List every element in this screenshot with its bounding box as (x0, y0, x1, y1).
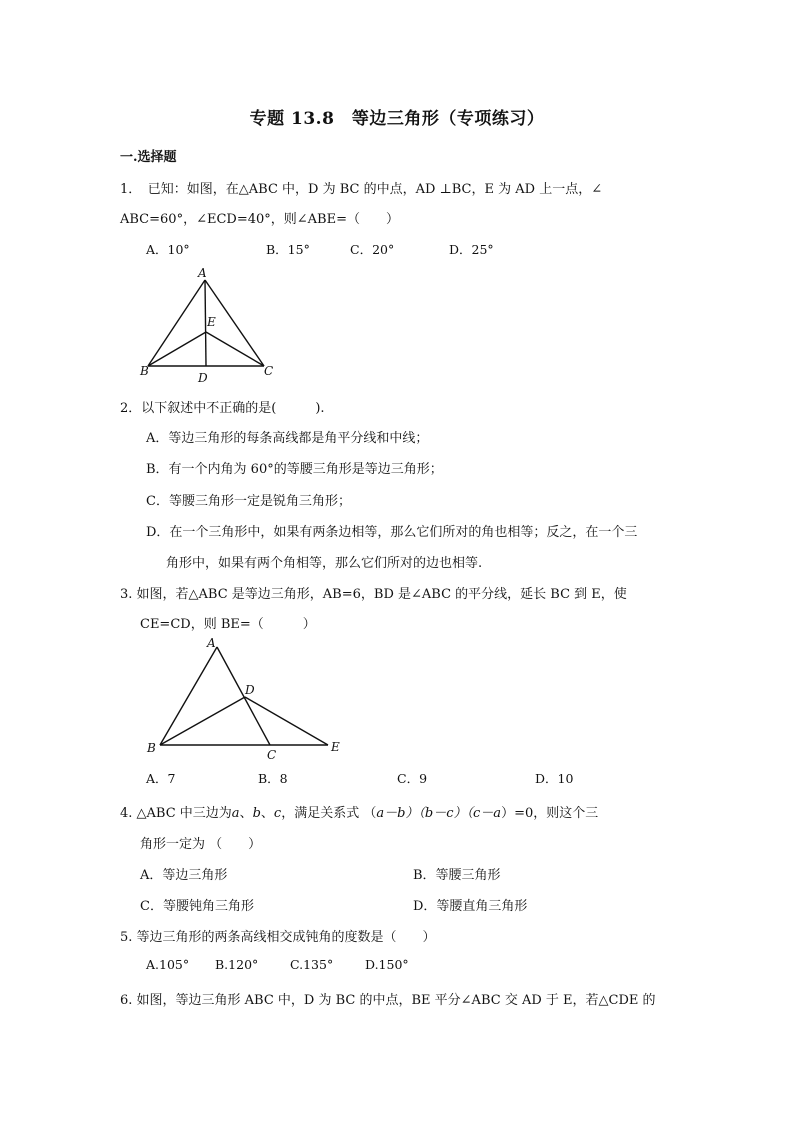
q4-option-b: B．等腰三角形 (413, 868, 501, 883)
q1-label-b: B (140, 364, 149, 378)
q4-option-c: C．等腰钝角三角形 (140, 899, 254, 914)
q4-stem-line2: 角形一定为 （ ） (140, 837, 262, 852)
q1-label-c: C (264, 364, 274, 378)
q1-option-d: D．25° (449, 242, 494, 257)
q1-option-a: A．10° (146, 242, 190, 257)
q1-segment-be (148, 332, 206, 366)
q3-option-d: D．10 (535, 771, 574, 786)
q3-label-c: C (267, 748, 277, 762)
q3-option-b: B．8 (258, 771, 288, 786)
q3-label-a: A (207, 636, 216, 650)
q3-figure (140, 634, 360, 764)
q2-option-d-line2: 角形中，如果有两个角相等，那么它们所对的边也相等. (166, 556, 483, 571)
q2-option-d-line1: D．在一个三角形中，如果有两条边相等，那么它们所对的角也相等；反之，在一个三 (146, 525, 638, 540)
q1-label-e: E (207, 315, 216, 329)
q4-stem-suffix: ）=0，则这个三 (501, 806, 599, 821)
q5-option-d: D.150° (365, 957, 409, 972)
q1-label-a: A (198, 266, 207, 280)
q3-option-c: C．9 (397, 771, 428, 786)
q1-option-b: B．15° (266, 242, 310, 257)
q1-stem-line2: ABC=60°，∠ECD=40°，则∠ABE=（ ） (120, 212, 399, 227)
q4-expression: a－b）（b－c）（c－a (376, 806, 502, 821)
q2-stem: 2．以下叙述中不正确的是( ). (120, 401, 325, 416)
q3-stem-line1: 3. 如图，若△ABC 是等边三角形，AB=6，BD 是∠ABC 的平分线，延长 BC 到 E，使 (120, 587, 627, 602)
q1-segment-ce (206, 332, 264, 366)
q2-option-c: C．等腰三角形一定是锐角三角形； (146, 494, 351, 509)
q4-stem-prefix: 4. △ABC 中三边为 (120, 806, 232, 821)
q3-label-e: E (331, 740, 340, 754)
q3-option-a: A．7 (146, 771, 176, 786)
q3-stem-line2: CE=CD，则 BE=（ ） (140, 617, 316, 632)
q6-stem-line1: 6. 如图，等边三角形 ABC 中，D 为 BC 的中点，BE 平分∠ABC 交 AD 于 E，若△CDE 的 (120, 993, 656, 1008)
q5-stem: 5. 等边三角形的两条高线相交成钝角的度数是（ ） (120, 930, 436, 945)
q1-stem-line1: 1． 已知：如图，在△ABC 中，D 为 BC 的中点，AD ⊥BC，E 为 AD 上一点，∠ (120, 182, 603, 197)
q1-option-c: C．20° (350, 242, 395, 257)
q3-label-d: D (245, 683, 255, 697)
q3-label-b: B (147, 741, 156, 755)
q3-segment-bd (160, 697, 245, 745)
q3-segment-ac (217, 647, 270, 745)
q4-option-a: A．等边三角形 (140, 868, 228, 883)
q3-segment-ab (160, 647, 217, 745)
q1-figure (130, 262, 290, 386)
q2-option-b: B．有一个内角为 60°的等腰三角形是等边三角形； (146, 462, 443, 477)
q4-var-b: b (252, 806, 261, 821)
q4-option-d: D．等腰直角三角形 (413, 899, 528, 914)
q5-option-a: A.105° (146, 957, 190, 972)
q5-option-b: B.120° (215, 957, 259, 972)
q4-sep1: 、 (239, 806, 253, 821)
q5-option-c: C.135° (290, 957, 334, 972)
q4-sep2: 、 (260, 806, 274, 821)
q1-segment-ab (148, 280, 205, 366)
q1-segment-ad (205, 280, 206, 366)
page-title: 专题 13.8 等边三角形（专项练习） (249, 109, 545, 129)
q4-stem-mid: ，满足关系式 （ (281, 806, 377, 821)
q2-option-a: A．等边三角形的每条高线都是角平分线和中线； (146, 431, 429, 446)
q1-label-d: D (198, 371, 208, 385)
q4-stem-line1 (120, 802, 598, 821)
section-heading: 一.选择题 (120, 150, 177, 165)
q4-var-c: c (273, 806, 282, 821)
q4-var-a: a (231, 806, 240, 821)
